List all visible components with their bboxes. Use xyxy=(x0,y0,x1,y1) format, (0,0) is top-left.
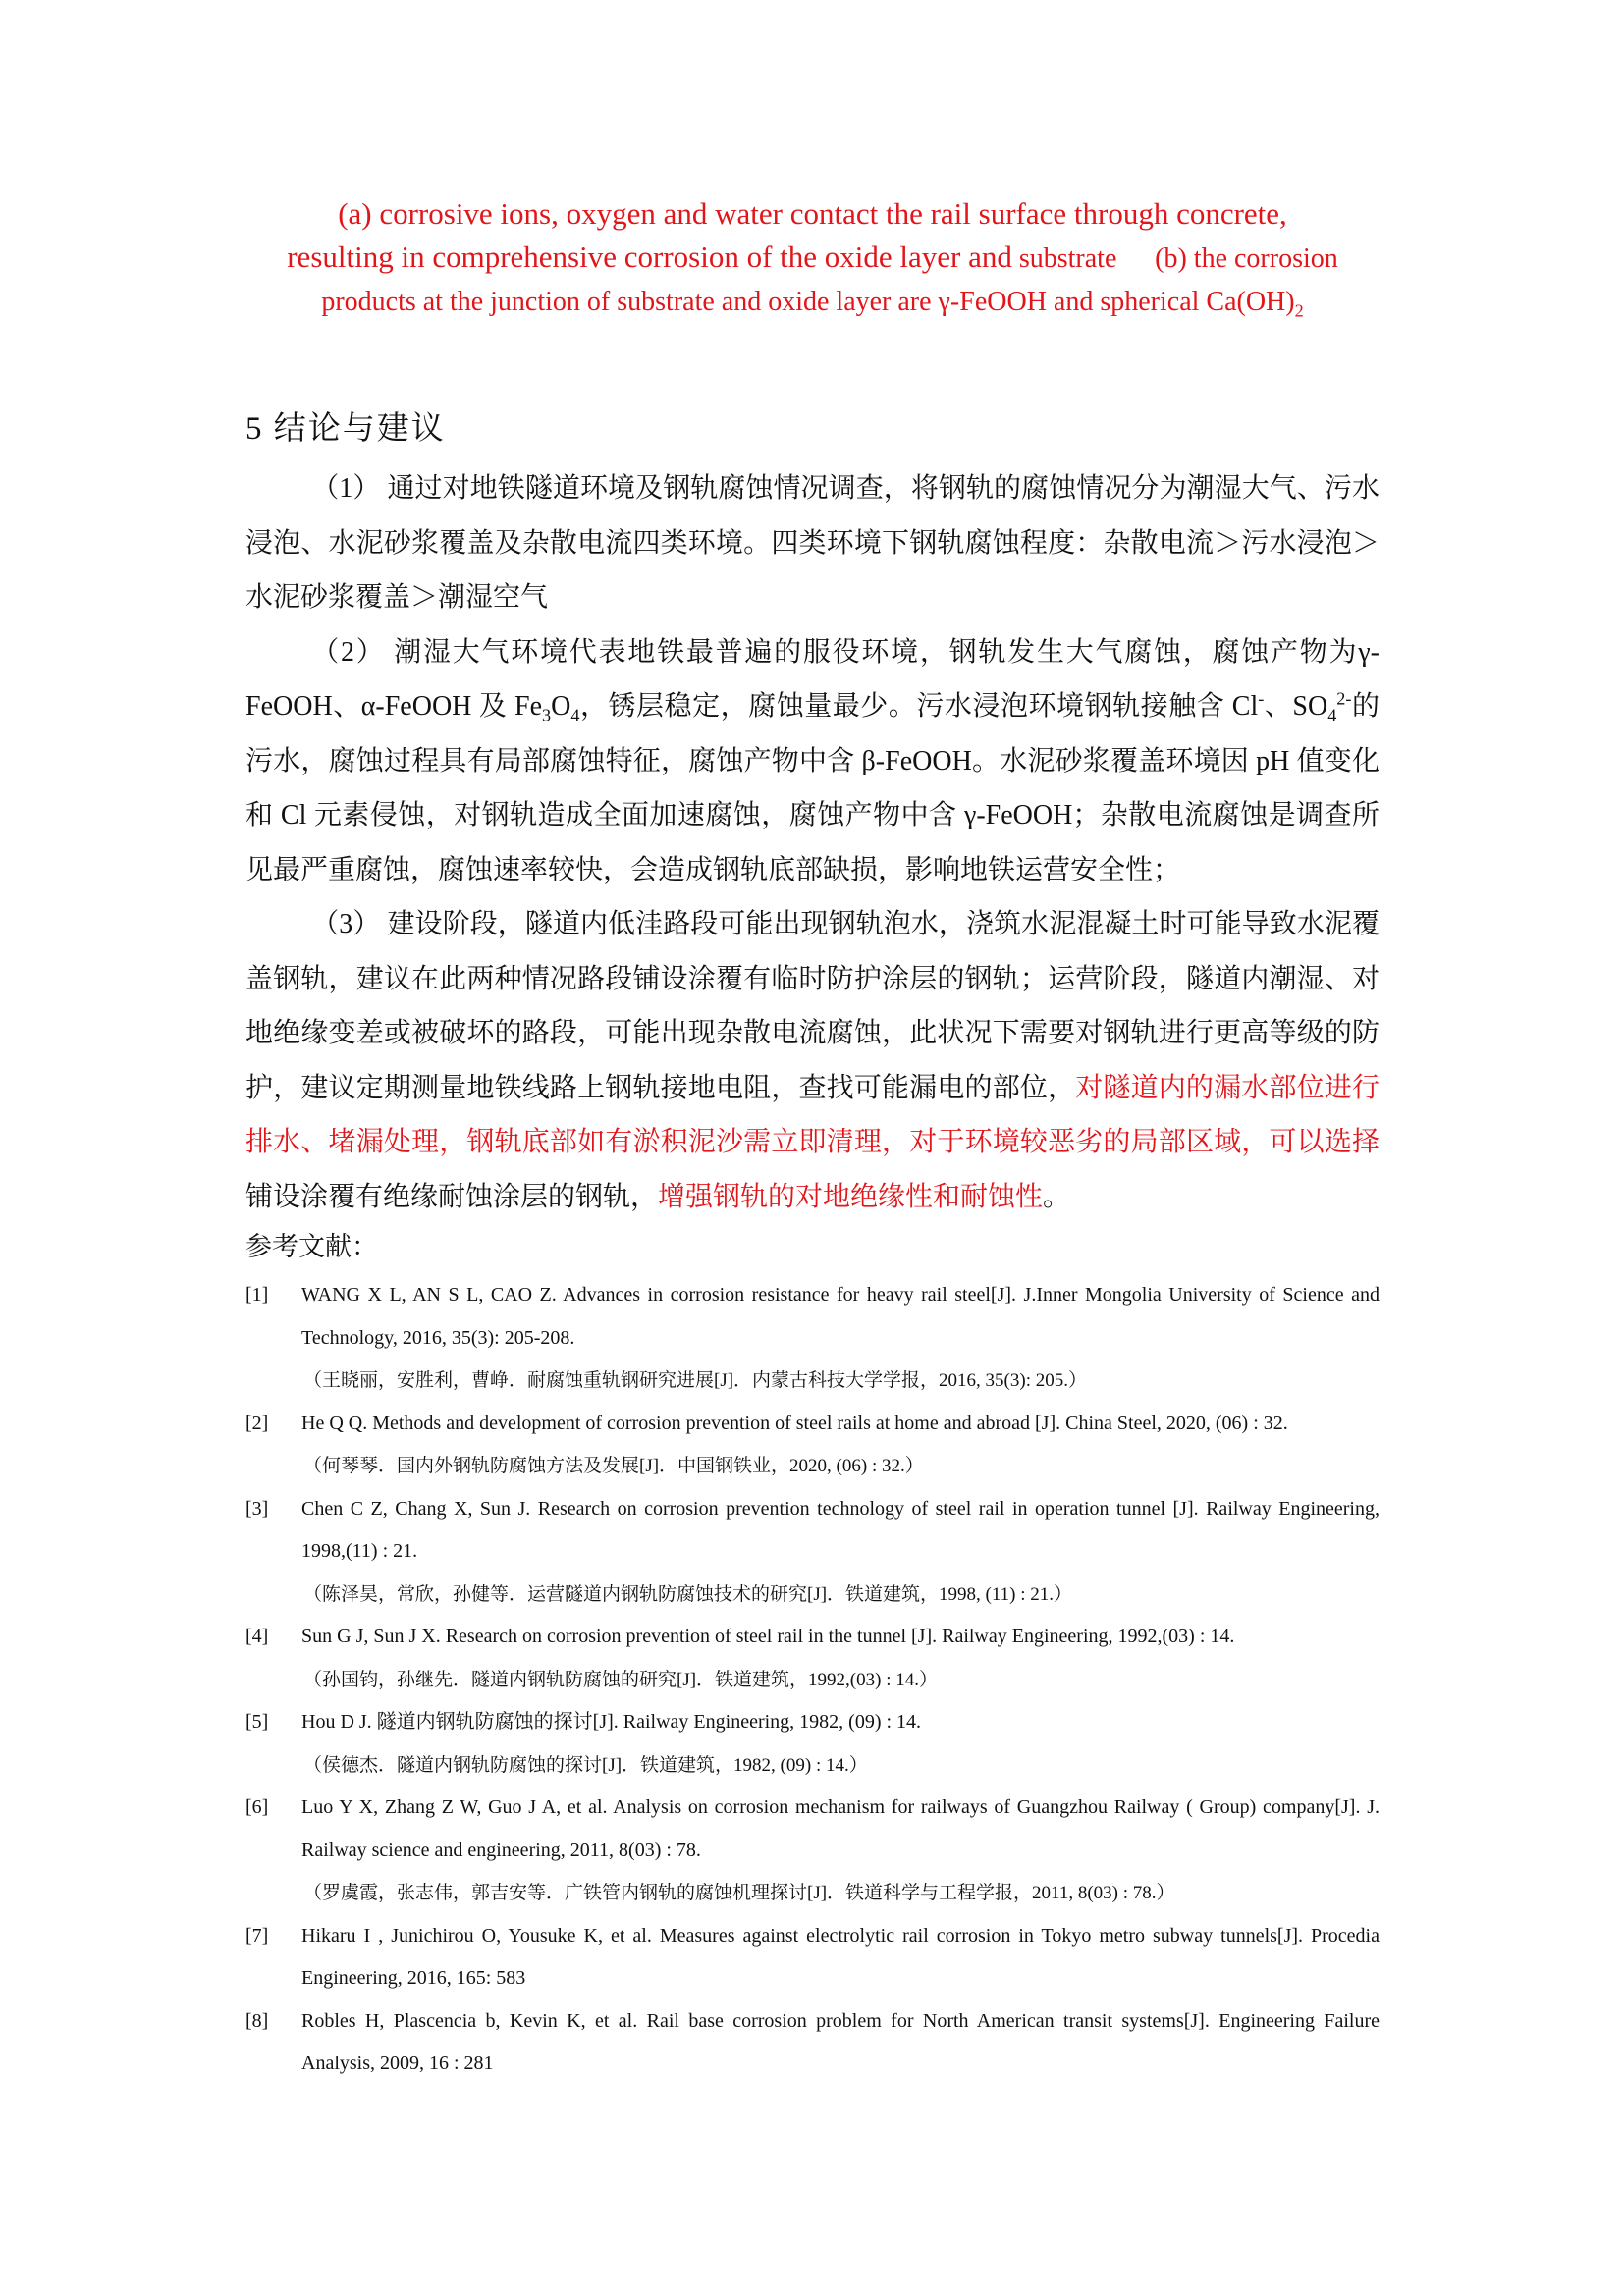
reference-item xyxy=(245,1274,1380,1403)
reference-chinese: （何琴琴．国内外钢轨防腐蚀方法及发展[J]．中国钢铁业，2020, (06) : 32.） xyxy=(303,1456,924,1476)
reference-number: [8] xyxy=(245,2009,269,2032)
reference-chinese: （王晓丽，安胜利，曹峥．耐腐蚀重轨钢研究进展[J]．内蒙古科技大学学报，2016, 35(3): 205.） xyxy=(303,1370,1087,1391)
p2-subscript-4b: 4 xyxy=(1327,705,1337,725)
reference-item xyxy=(245,1616,1380,1701)
references-list xyxy=(245,1274,1380,2086)
reference-number: [3] xyxy=(245,1497,269,1520)
reference-chinese: （陈泽昊，常欣，孙健等．运营隧道内钢轨防腐蚀技术的研究[J]．铁道建筑，1998, (11) : 21.） xyxy=(303,1583,1073,1605)
reference-item xyxy=(245,1488,1380,1617)
reference-number: [7] xyxy=(245,1924,269,1947)
p3-highlight-1: 对隧道内的漏水部位进行排水、堵漏处理，钢轨底部如有淤积泥沙需立即清理，对于环境较恶劣的局部区域，可以选择 xyxy=(245,1072,1380,1157)
references-title: 参考文献： xyxy=(245,1232,378,1261)
reference-chinese: （罗虞霞，张志伟，郭吉安等．广铁管内钢轨的腐蚀机理探讨[J]．铁道科学与工程学报，2011, 8(03) : 78.） xyxy=(303,1883,1175,1903)
p2-subscript-4: 4 xyxy=(570,705,580,725)
reference-english: Hikaru I , Junichirou O, Yousuke K, et al. Measures against electrolytic rail corrosion in Tokyo metro subway tunnels[J]. Procedia Engineering, 2016, 165: 583 xyxy=(301,1924,1380,1989)
reference-english: Sun G J, Sun J X. Research on corrosion prevention of steel rail in the tunnel [J]. Railway Engineering, 1992,(03) : 14. xyxy=(301,1626,1235,1647)
reference-body xyxy=(301,1488,1380,1617)
p2-text-a: （2） 潮湿大气环境代表地铁最普遍的服役环境，钢轨发生大气腐蚀，腐蚀产物为γ-FeOOH、α-FeOOH 及 Fe xyxy=(245,636,1380,721)
reference-english: Chen C Z, Chang X, Sun J. Research on corrosion prevention technology of steel rail in operation tunnel [J]. Railway Engineering, 1998,(11) : 21. xyxy=(301,1497,1380,1562)
reference-body xyxy=(301,1915,1380,2001)
caption-part-a-text-2: resulting in comprehensive corrosion of the oxide layer and xyxy=(287,240,1012,274)
caption-line-1 xyxy=(245,192,1380,236)
reference-item xyxy=(245,1787,1380,1915)
reference-body xyxy=(301,1616,1380,1701)
reference-number: [6] xyxy=(245,1796,269,1818)
p2-superscript-2minus: 2- xyxy=(1336,688,1352,709)
reference-english: Luo Y X, Zhang Z W, Guo J A, et al. Analysis on corrosion mechanism for railways of Guangzhou Railway ( Group) company[J]. J. Railway science and engineering, 2011, 8(03) : 78. xyxy=(301,1796,1380,1861)
reference-body xyxy=(301,1787,1380,1915)
section-body xyxy=(245,461,1380,1224)
p3-highlight-2: 增强钢轨的对地绝缘性和耐蚀性 xyxy=(658,1181,1044,1212)
caption-subscript: 2 xyxy=(1294,300,1304,321)
figure-caption xyxy=(245,192,1380,324)
reference-english: WANG X L, AN S L, CAO Z. Advances in corrosion resistance for heavy rail steel[J]. J.Inner Mongolia University of Science and Technology, 2016, 35(3): 205-208. xyxy=(301,1284,1380,1349)
p2-text-d: 的污水，腐蚀过程具有局部腐蚀特征，腐蚀产物中含 β-FeOOH。水泥砂浆覆盖环境因 pH 值变化和 Cl 元素侵蚀，对钢轨造成全面加速腐蚀，腐蚀产物中含 γ-FeOOH；杂散电流腐蚀是调查所见最严重腐蚀，腐蚀速率较快，会造成钢轨底部缺损，影响地铁运营安全性； xyxy=(245,691,1380,885)
caption-part-a-end: substrate xyxy=(1011,243,1117,274)
caption-part-a-text: corrosive ions, oxygen and water contact the rail surface through concrete, xyxy=(379,196,1287,231)
p3-text-a: （3） 建设阶段，隧道内低洼路段可能出现钢轨泡水，浇筑水泥混凝土时可能导致水泥覆盖钢轨，建议在此两种情况路段铺设涂覆有临时防护涂层的钢轨；运营阶段，隧道内潮湿、对地绝缘变差或被破坏的路段，可能出现杂散电流腐蚀，此状况下需要对钢轨进行更高等级的防护，建议定期测量地铁线路上钢轨接地电阻，查找可能漏电的部位， xyxy=(245,909,1380,1103)
caption-line-2 xyxy=(245,236,1380,281)
reference-chinese: （孙国钧，孙继先．隧道内钢轨防腐蚀的研究[J]．铁道建筑，1992,(03) : 14.） xyxy=(303,1669,938,1690)
reference-english: Robles H, Plascencia b, Kevin K, et al. Rail base corrosion problem for North American transit systems[J]. Engineering Failure Analysis, 2009, 16 : 281 xyxy=(301,2009,1380,2074)
p2-oxygen: O xyxy=(551,691,571,721)
reference-item xyxy=(245,1915,1380,2001)
reference-number: [4] xyxy=(245,1626,269,1647)
reference-item xyxy=(245,2001,1380,2086)
reference-body xyxy=(301,1274,1380,1403)
reference-body xyxy=(301,1403,1380,1488)
p3-end: 。 xyxy=(1043,1181,1071,1212)
p2-superscript-minus: - xyxy=(1258,688,1265,709)
reference-number: [2] xyxy=(245,1412,269,1434)
caption-line-3 xyxy=(245,281,1380,324)
p2-text-c: 、SO xyxy=(1264,691,1328,721)
section-title: 5 结论与建议 xyxy=(245,411,446,447)
p2-text-b: ，锈层稳定，腐蚀量最少。污水浸泡环境钢轨接触含 Cl xyxy=(579,691,1259,721)
paragraph-1: （1） 通过对地铁隧道环境及钢轨腐蚀情况调查，将钢轨的腐蚀情况分为潮湿大气、污水浸泡、水泥砂浆覆盖及杂散电流四类环境。四类环境下钢轨腐蚀程度：杂散电流＞污水浸泡＞水泥砂浆覆盖＞潮湿空气 xyxy=(245,473,1380,613)
p3-text-b: 铺设涂覆有绝缘耐蚀涂层的钢轨， xyxy=(245,1181,659,1212)
paragraph-2 xyxy=(245,625,1380,898)
reference-chinese: （侯德杰．隧道内钢轨防腐蚀的探讨[J]．铁道建筑，1982, (09) : 14.） xyxy=(303,1754,868,1776)
p2-subscript-3: 3 xyxy=(542,705,552,725)
caption-part-b-text: products at the junction of substrate and oxide layer are γ-FeOOH and spherical Ca(OH) xyxy=(321,287,1295,317)
reference-english: He Q Q. Methods and development of corrosion prevention of steel rails at home and abroad [J]. China Steel, 2020, (06) : 32. xyxy=(301,1412,1288,1434)
caption-part-b-label: (b) the corrosion xyxy=(1155,243,1338,274)
reference-body xyxy=(301,2001,1380,2086)
reference-item xyxy=(245,1701,1380,1787)
reference-number: [5] xyxy=(245,1711,269,1733)
reference-english: Hou D J. 隧道内钢轨防腐蚀的探讨[J]. Railway Engineering, 1982, (09) : 14. xyxy=(301,1711,922,1733)
reference-body xyxy=(301,1701,1380,1787)
caption-part-a-label: (a) xyxy=(338,196,380,231)
reference-item xyxy=(245,1403,1380,1488)
reference-number: [1] xyxy=(245,1284,269,1306)
paragraph-3 xyxy=(245,897,1380,1224)
